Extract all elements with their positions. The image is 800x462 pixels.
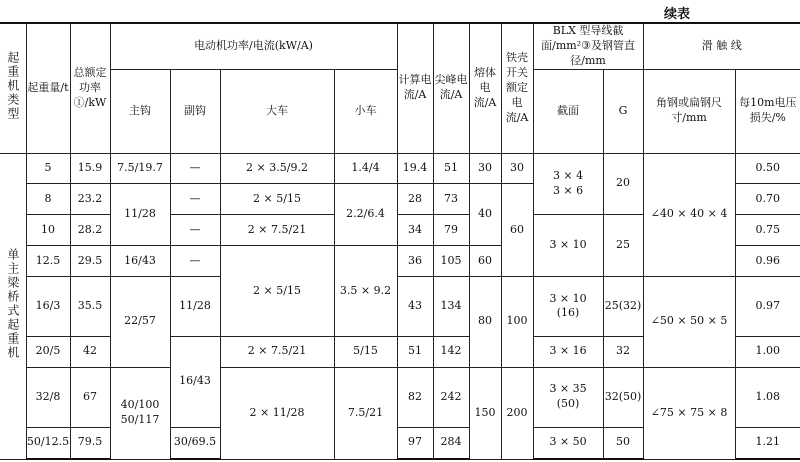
- g-cell: 32: [603, 336, 643, 367]
- calc-cell: 97: [397, 427, 433, 459]
- g-cell: 25(32): [603, 277, 643, 337]
- header-voltage-loss: 每10m电压损失/%: [735, 69, 800, 153]
- main-hook-cell: 16/43: [110, 246, 170, 277]
- header-calc-current: 计算电流/A: [397, 23, 433, 153]
- fuse-cell: 150: [469, 367, 501, 459]
- loss-cell: 0.50: [735, 153, 800, 184]
- main-hook-cell: 22/57: [110, 277, 170, 368]
- loss-cell: 0.75: [735, 215, 800, 246]
- header-motor-group: 电动机功率/电流(kW/A): [110, 23, 397, 69]
- bridge-cell: 2 × 5/15: [220, 246, 334, 337]
- peak-cell: 73: [433, 184, 469, 215]
- header-fuse-current: 熔体电流/A: [469, 23, 501, 153]
- loss-cell: 1.21: [735, 427, 800, 459]
- aux-hook-cell: —: [170, 246, 220, 277]
- loss-cell: 1.08: [735, 367, 800, 427]
- switch-cell: 200: [501, 367, 533, 459]
- fuse-cell: 40: [469, 184, 501, 246]
- calc-cell: 36: [397, 246, 433, 277]
- g-cell: 25: [603, 215, 643, 277]
- section-cell: 3 × 50: [533, 427, 603, 459]
- loss-cell: 0.96: [735, 246, 800, 277]
- header-capacity: 起重量/t: [26, 23, 70, 153]
- g-cell: 50: [603, 427, 643, 459]
- capacity-cell: 10: [26, 215, 70, 246]
- header-type: 起重机类型: [0, 23, 26, 153]
- capacity-cell: 5: [26, 153, 70, 184]
- type-label: 单主梁桥式起重机: [0, 153, 26, 459]
- header-bridge: 大车: [220, 69, 334, 153]
- section-cell: 3 × 4 3 × 6: [533, 153, 603, 215]
- aux-hook-cell: 30/69.5: [170, 427, 220, 459]
- header-trolley-line: 滑 触 线: [643, 23, 800, 69]
- header-section: 截面: [533, 69, 603, 153]
- power-cell: 35.5: [70, 277, 110, 337]
- loss-cell: 0.70: [735, 184, 800, 215]
- calc-cell: 43: [397, 277, 433, 337]
- trolley-cell: 7.5/21: [334, 367, 397, 459]
- calc-cell: 28: [397, 184, 433, 215]
- header-g: G: [603, 69, 643, 153]
- aux-hook-cell: 16/43: [170, 336, 220, 427]
- angle-cell: ∠40 × 40 × 4: [643, 153, 735, 277]
- trolley-cell: 5/15: [334, 336, 397, 367]
- calc-cell: 82: [397, 367, 433, 427]
- bridge-cell: 2 × 5/15: [220, 184, 334, 215]
- header-peak-current: 尖峰电流/A: [433, 23, 469, 153]
- capacity-cell: 16/3: [26, 277, 70, 337]
- calc-cell: 19.4: [397, 153, 433, 184]
- header-angle-size: 角钢或扁钢尺寸/mm: [643, 69, 735, 153]
- power-cell: 79.5: [70, 427, 110, 459]
- section-cell: 3 × 10: [533, 215, 603, 277]
- calc-cell: 34: [397, 215, 433, 246]
- capacity-cell: 20/5: [26, 336, 70, 367]
- fuse-cell: 60: [469, 246, 501, 277]
- main-hook-cell: 40/100 50/117: [110, 367, 170, 459]
- header-trolley: 小车: [334, 69, 397, 153]
- main-hook-cell: 11/28: [110, 184, 170, 246]
- trolley-cell: 2.2/6.4: [334, 184, 397, 246]
- crane-spec-table: [0, 22, 800, 460]
- angle-cell: ∠75 × 75 × 8: [643, 367, 735, 459]
- power-cell: 42: [70, 336, 110, 367]
- aux-hook-cell: —: [170, 215, 220, 246]
- bridge-cell: 2 × 7.5/21: [220, 336, 334, 367]
- capacity-cell: 50/12.5: [26, 427, 70, 459]
- capacity-cell: 12.5: [26, 246, 70, 277]
- aux-hook-cell: 11/28: [170, 277, 220, 337]
- section-cell: 3 × 10 (16): [533, 277, 603, 337]
- switch-cell: 100: [501, 277, 533, 368]
- capacity-cell: 8: [26, 184, 70, 215]
- trolley-cell: 1.4/4: [334, 153, 397, 184]
- g-cell: 20: [603, 153, 643, 215]
- switch-cell: 60: [501, 184, 533, 277]
- bridge-cell: 2 × 11/28: [220, 367, 334, 459]
- power-cell: 23.2: [70, 184, 110, 215]
- aux-hook-cell: —: [170, 184, 220, 215]
- fuse-cell: 30: [469, 153, 501, 184]
- continued-label: 续表: [663, 7, 690, 22]
- peak-cell: 105: [433, 246, 469, 277]
- capacity-cell: 32/8: [26, 367, 70, 427]
- header-blx-group: BLX 型导线截面/mm²③及钢管直径/mm: [533, 23, 643, 69]
- section-cell: 3 × 35 (50): [533, 367, 603, 427]
- bridge-cell: 2 × 7.5/21: [220, 215, 334, 246]
- peak-cell: 142: [433, 336, 469, 367]
- loss-cell: 0.97: [735, 277, 800, 337]
- header-total-power: 总额定功率①/kW: [70, 23, 110, 153]
- trolley-cell: 3.5 × 9.2: [334, 246, 397, 337]
- power-cell: 29.5: [70, 246, 110, 277]
- peak-cell: 284: [433, 427, 469, 459]
- header-main-hook: 主钩: [110, 69, 170, 153]
- peak-cell: 134: [433, 277, 469, 337]
- peak-cell: 51: [433, 153, 469, 184]
- calc-cell: 51: [397, 336, 433, 367]
- g-cell: 32(50): [603, 367, 643, 427]
- peak-cell: 242: [433, 367, 469, 427]
- loss-cell: 1.00: [735, 336, 800, 367]
- switch-cell: 30: [501, 153, 533, 184]
- power-cell: 28.2: [70, 215, 110, 246]
- power-cell: 15.9: [70, 153, 110, 184]
- angle-cell: ∠50 × 50 × 5: [643, 277, 735, 368]
- section-cell: 3 × 16: [533, 336, 603, 367]
- power-cell: 67: [70, 367, 110, 427]
- peak-cell: 79: [433, 215, 469, 246]
- main-hook-cell: 7.5/19.7: [110, 153, 170, 184]
- fuse-cell: 80: [469, 277, 501, 368]
- aux-hook-cell: —: [170, 153, 220, 184]
- bridge-cell: 2 × 3.5/9.2: [220, 153, 334, 184]
- header-aux-hook: 副钩: [170, 69, 220, 153]
- header-switch-current: 铁壳开关额定电流/A: [501, 23, 533, 153]
